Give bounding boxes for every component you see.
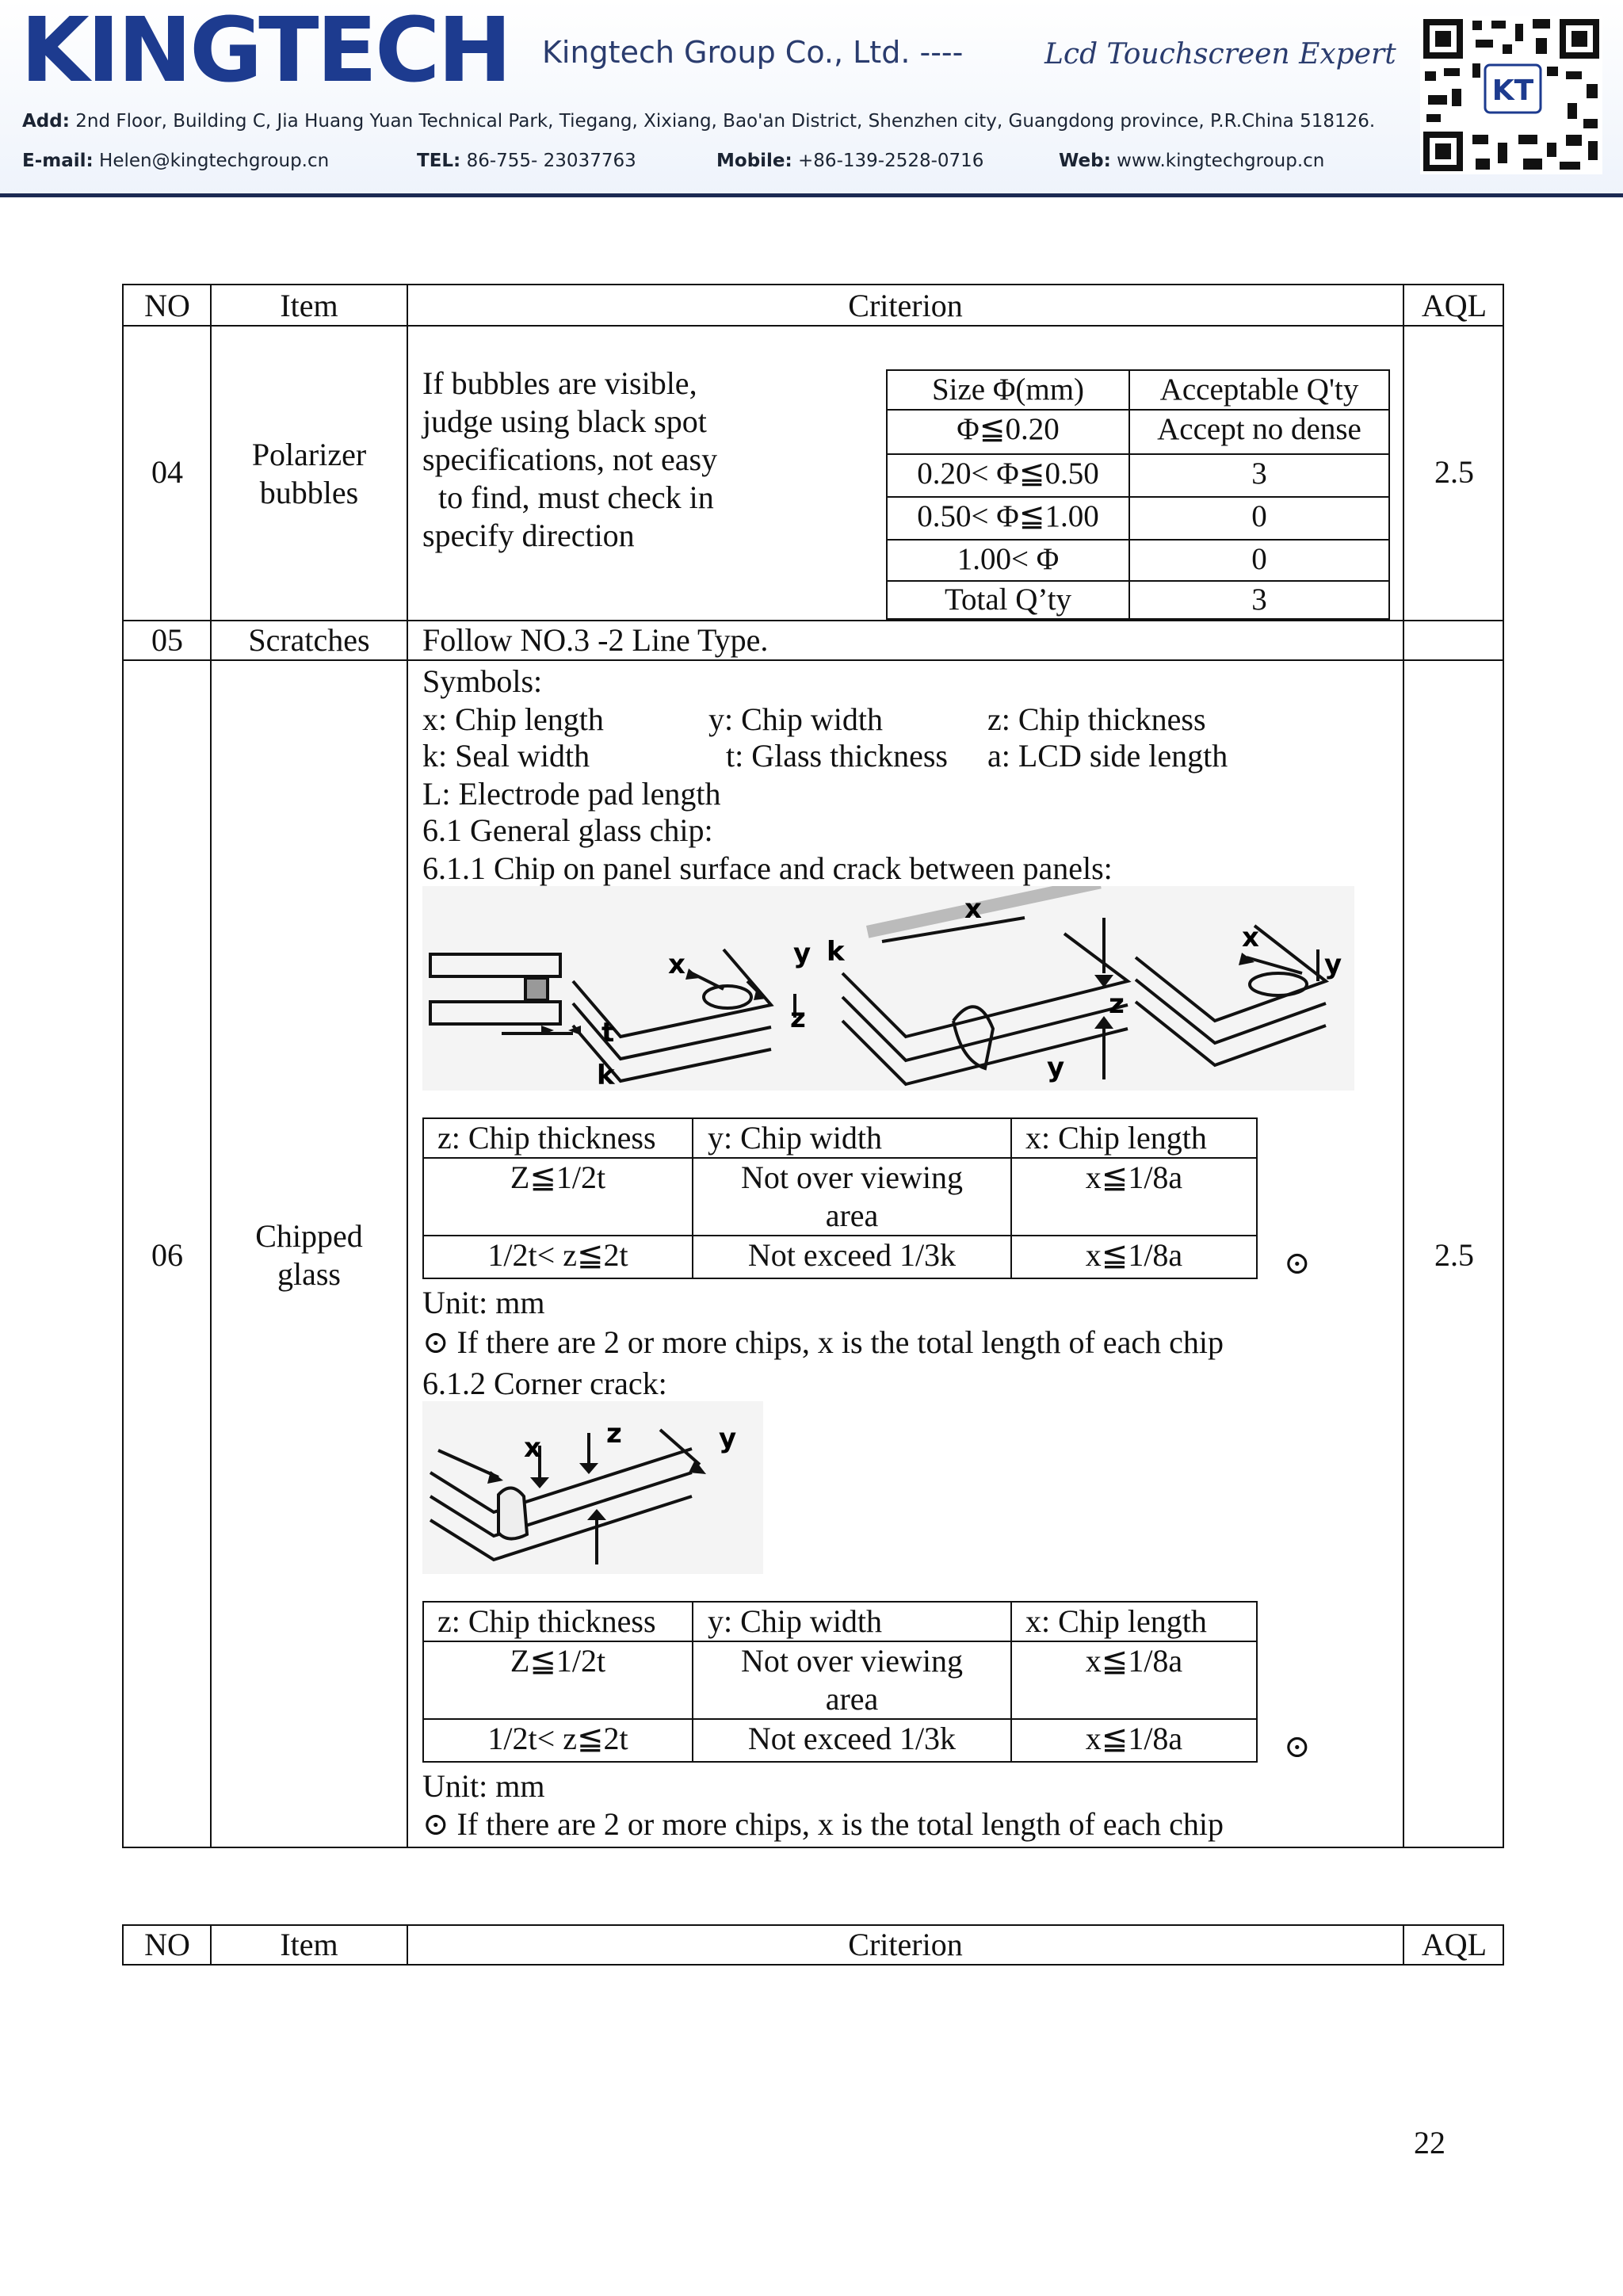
col-divider-no [210,284,212,1848]
fig1-label-z: z [790,1003,806,1034]
header-criterion: Criterion [848,288,963,323]
chip-table-1-cell: Z≦1/2t [510,1159,606,1195]
address-text: 2nd Floor, Building C, Jia Huang Yuan Technical Park, Tiegang, Xixiang, Bao'an District, Shenzhen city, Guangdong province, P.R.China 518126. [75,111,1376,132]
row06-item-line2: glass [277,1256,341,1292]
page-number: 22 [1414,2125,1445,2160]
table2-header-criterion: Criterion [848,1927,963,1962]
chip-table-2-cell: area [825,1681,879,1717]
header-no: NO [144,288,190,323]
chip-table-1-cell: x≦1/8a [1085,1237,1183,1273]
table2-header-aql: AQL [1421,1927,1487,1962]
company-logo: KINGTECH [21,0,510,102]
row04-text-line3: specifications, not easy [422,441,718,477]
bubble-qty-cell: 3 [1251,457,1267,491]
row04-text-line5: specify direction [422,518,635,553]
bubble-qty-cell: 0 [1251,542,1267,576]
row-divider-05 [122,659,1504,661]
row-divider-header [122,325,1504,327]
row04-text-line2: judge using black spot [422,403,707,439]
chip-table-2-header-x: x: Chip length [1025,1603,1207,1639]
bubble-size-header: Size Φ(mm) [931,372,1085,407]
tel-block [417,151,636,171]
chip-table-2-cell: Z≦1/2t [510,1643,606,1679]
row06-no: 06 [151,1237,183,1273]
chip-table-2-cell: x≦1/8a [1085,1721,1183,1756]
table2-header-item: Item [280,1927,338,1962]
row04-item-line2: bubbles [259,475,359,510]
row04-no: 04 [151,454,183,490]
fig1-label-z2: z [1109,988,1125,1020]
section-6-1-2-title: 6.1.2 Corner crack: [422,1366,667,1401]
letterhead [0,0,1623,197]
header-item: Item [280,288,338,323]
chip-table-1-cell: area [825,1198,879,1233]
section-6-1-1-title: 6.1.1 Chip on panel surface and crack between panels: [422,850,1113,886]
fig1-label-y3: y [1324,949,1342,980]
row05-item: Scratches [248,622,370,658]
mobile-block [716,151,983,171]
email-text[interactable]: Helen@kingtechgroup.cn [99,151,330,171]
row04-aql: 2.5 [1434,454,1474,490]
tel-text: 86-755- 23037763 [466,151,636,171]
symbol-t: t: Glass thickness [726,738,948,774]
unit-label-2: Unit: mm [422,1768,545,1804]
company-tagline: Lcd Touchscreen Expert [1044,38,1396,71]
fig1-label-x3: x [1242,922,1259,953]
qr-code-icon [1420,16,1602,174]
note-1: ⊙ If there are 2 or more chips, x is the total length of each chip [422,1324,1224,1360]
bubble-size-cell: 1.00< Φ [957,542,1060,576]
chip-table-1-cell: Not exceed 1/3k [747,1237,957,1273]
chip-table-2-cell: Not exceed 1/3k [747,1721,957,1756]
header-divider [0,193,1623,197]
bubble-size-cell: 0.50< Φ≦1.00 [917,499,1099,533]
chip-diagram-figure [422,886,1354,1091]
header-aql: AQL [1421,288,1487,323]
fig1-label-y: y [793,938,812,969]
bubble-size-cell: 0.20< Φ≦0.50 [917,457,1099,491]
section-6-1-title: 6.1 General glass chip: [422,812,713,848]
row06-item-line1: Chipped [255,1218,363,1254]
fig1-label-y2: y [1047,1052,1065,1083]
chip-table-2-cell: Not over viewing [741,1643,963,1679]
company-name: Kingtech Group Co., Ltd. ---- [542,35,964,70]
chip-table-2-cell: 1/2t< z≦2t [487,1721,628,1756]
web-block [1059,151,1324,171]
fig1-label-x: x [668,949,685,980]
symbol-x: x: Chip length [422,701,604,737]
fig1-label-x2: x [964,893,982,925]
bubble-qty-cell: Accept no dense [1157,412,1361,446]
row05-no: 05 [151,622,183,658]
mobile-label: Mobile: [716,151,792,171]
symbol-y: y: Chip width [708,701,884,737]
bubble-qty-header: Acceptable Q'ty [1159,372,1359,407]
bubble-qty-cell: 0 [1251,499,1267,533]
email-block [22,151,329,171]
bubble-size-cell: Total Q’ty [944,583,1072,617]
row06-aql: 2.5 [1434,1237,1474,1273]
row04-text-line1: If bubbles are visible, [422,365,697,401]
web-label: Web: [1059,151,1111,171]
chip-table-1-cell: x≦1/8a [1085,1159,1183,1195]
chip-table-1-mark: ⊙ [1284,1245,1311,1281]
fig2-label-z: z [606,1418,622,1450]
chip-table-2-header-y: y: Chip width [708,1603,883,1639]
fig1-label-k: k [827,936,845,968]
fig1-label-t: t [601,1017,615,1049]
email-label: E-mail: [22,151,94,171]
bubble-qty-cell: 3 [1251,583,1267,617]
web-text[interactable]: www.kingtechgroup.cn [1117,151,1325,171]
mobile-text: +86-139-2528-0716 [798,151,984,171]
chip-table-1-header-y: y: Chip width [708,1120,883,1156]
symbol-l: L: Electrode pad length [422,776,721,812]
chip-table-1-cell: 1/2t< z≦2t [487,1237,628,1273]
row04-item-line1: Polarizer [251,437,367,472]
col-divider-criterion [1403,284,1404,1848]
symbol-z: z: Chip thickness [987,701,1206,737]
chip-table-1-header-x: x: Chip length [1025,1120,1207,1156]
fig2-label-x: x [524,1432,541,1464]
chip-table-1-header-z: z: Chip thickness [437,1120,656,1156]
corner-crack-figure [422,1401,763,1574]
fig1-label-k2: k [597,1060,615,1091]
symbol-a: a: LCD side length [987,738,1228,774]
company-address [22,111,1375,132]
chip-table-2-cell: x≦1/8a [1085,1643,1183,1679]
unit-label-1: Unit: mm [422,1285,545,1320]
chip-table-2-header-z: z: Chip thickness [437,1603,656,1639]
chip-table-1-cell: Not over viewing [741,1159,963,1195]
col-divider-item [407,284,408,1848]
fig2-label-y: y [719,1423,737,1454]
address-label: Add: [22,111,70,132]
row05-criterion: Follow NO.3 -2 Line Type. [422,622,769,658]
tel-label: TEL: [417,151,461,171]
bubble-size-cell: Φ≦0.20 [957,412,1060,446]
table2-header-no: NO [144,1927,190,1962]
chip-table-2-mark: ⊙ [1284,1729,1311,1764]
note-2: ⊙ If there are 2 or more chips, x is the total length of each chip [422,1806,1224,1842]
symbol-k: k: Seal width [422,738,590,774]
row04-text-line4: to find, must check in [422,479,714,515]
qr-badge: KT [1491,74,1534,107]
symbols-title: Symbols: [422,663,543,699]
